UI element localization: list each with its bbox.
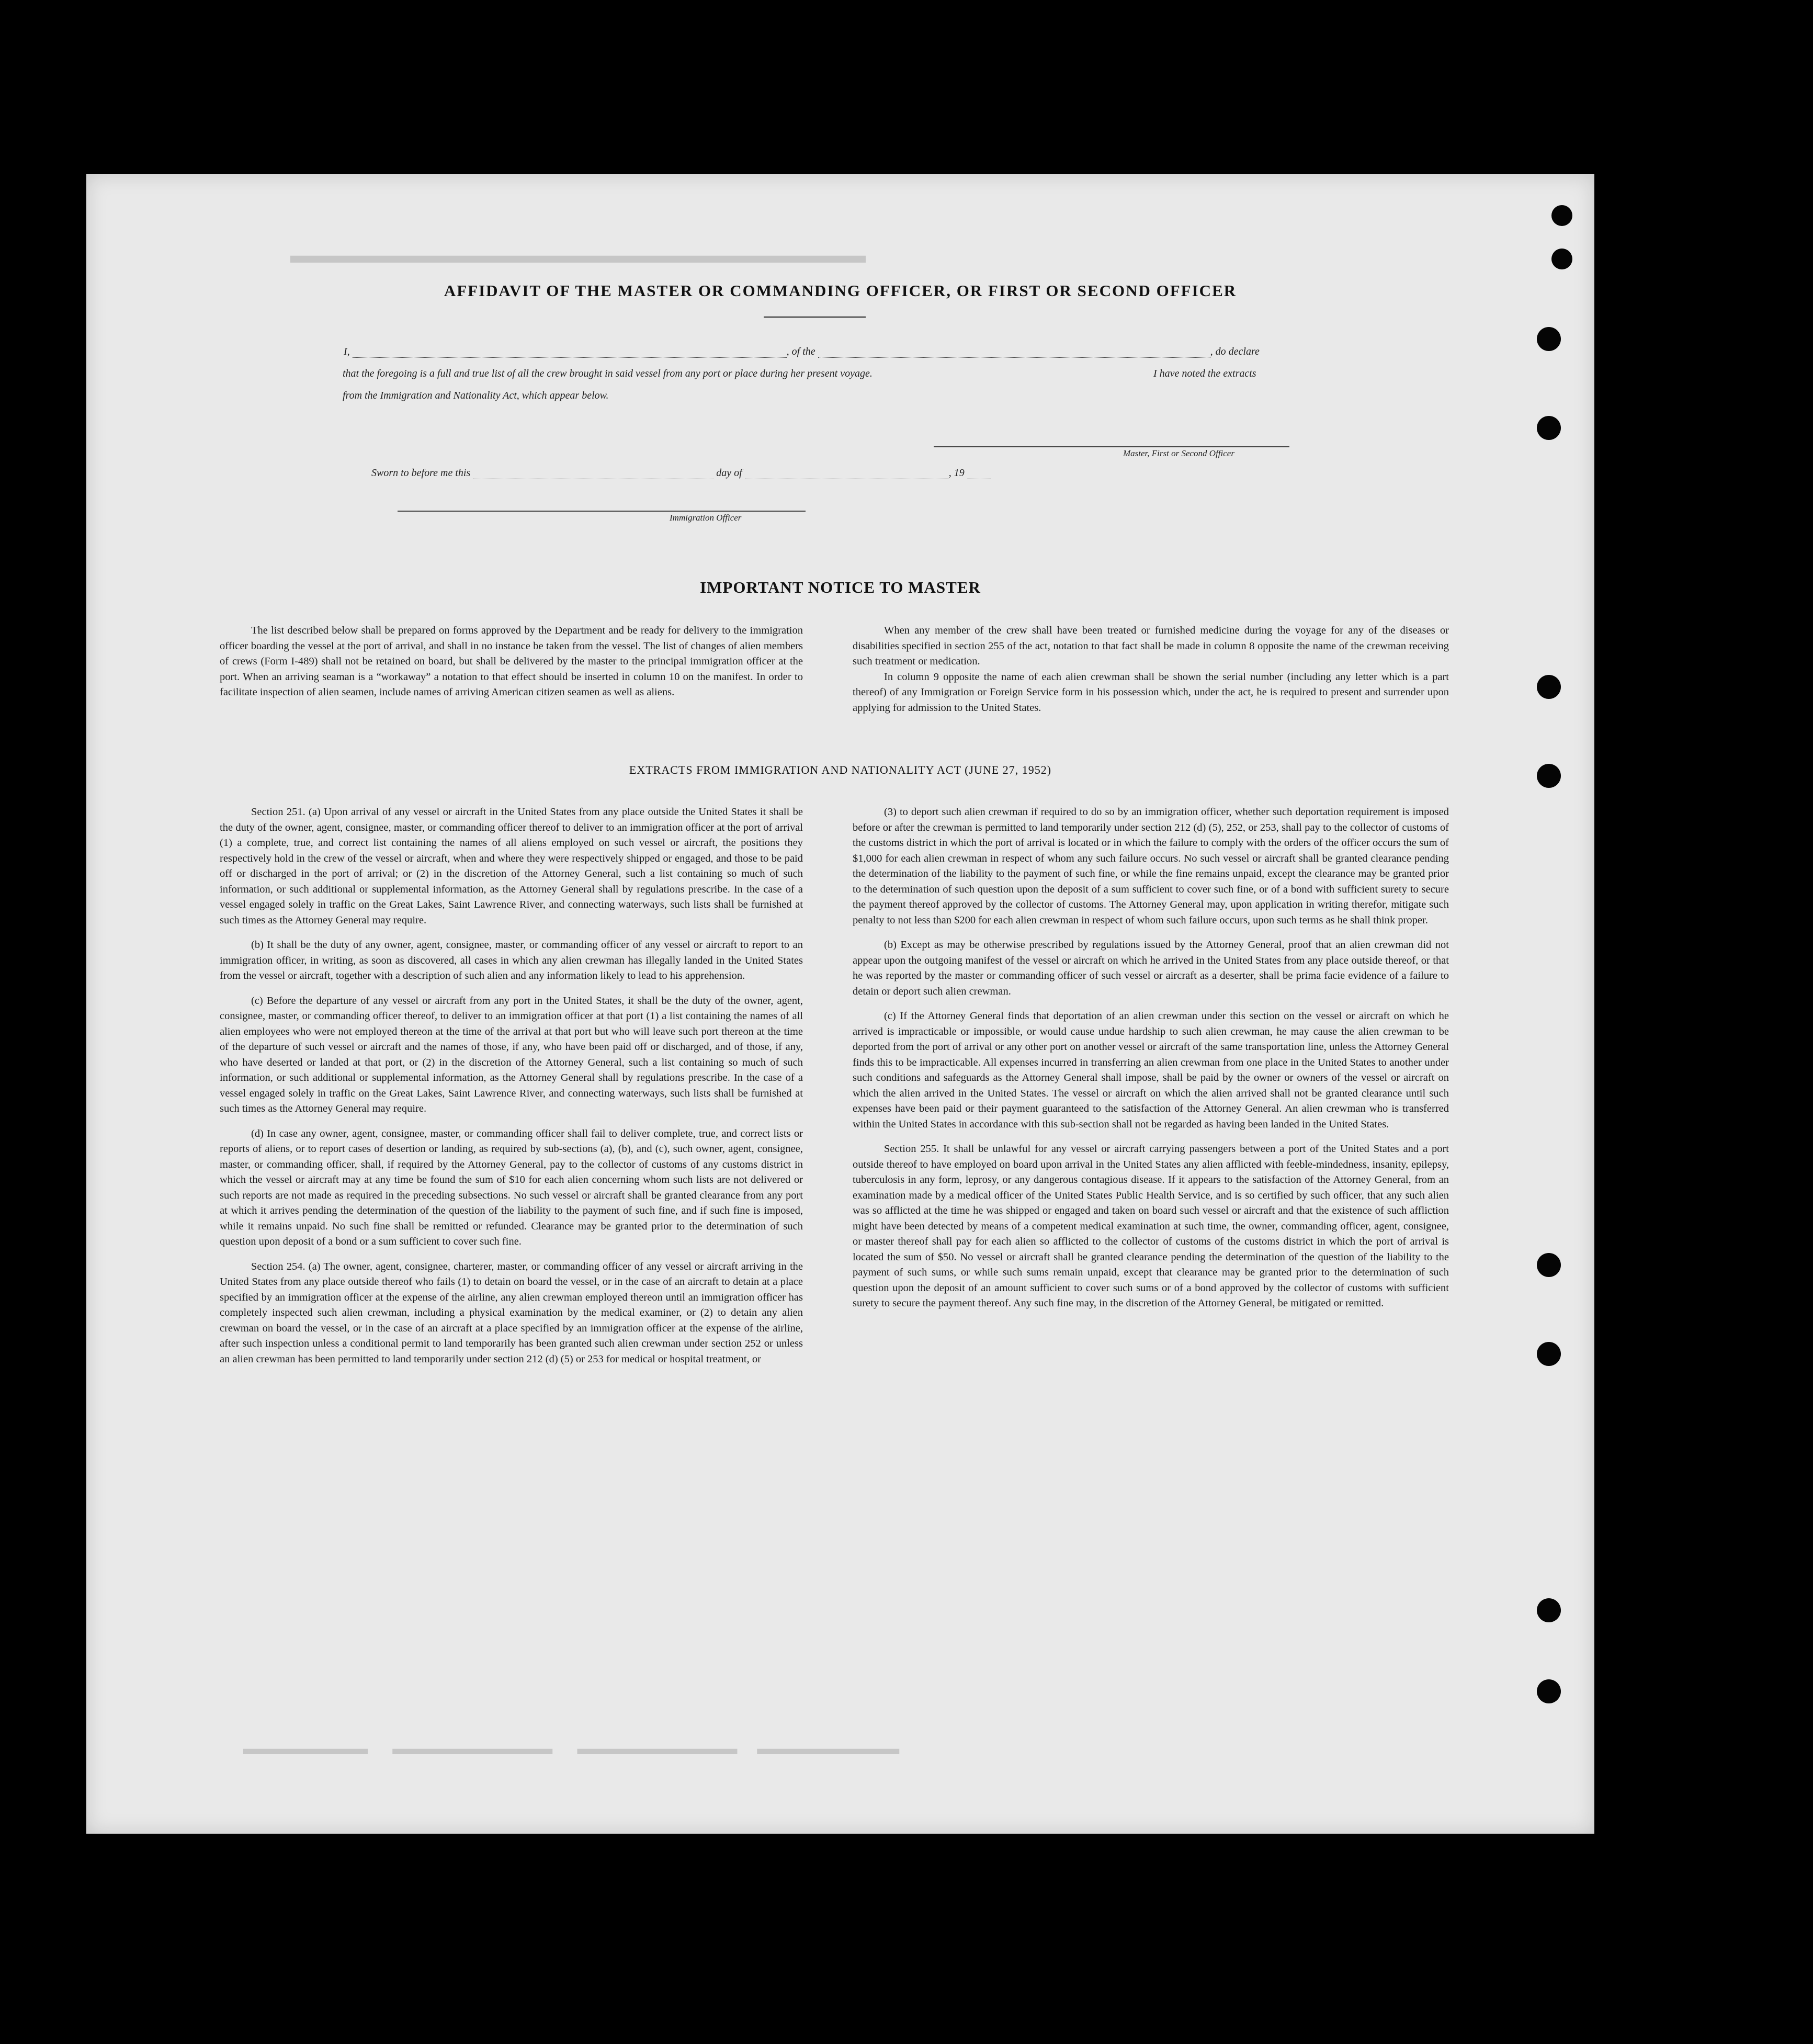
master-signature-line xyxy=(934,446,1289,447)
section-251-c: (c) Before the departure of any vessel or aircraft from any port in the United States, it shall be the duty of the owner, agent, consignee, master, or commanding officer thereof, to deliver to an immigration officer at that port (1) a list containing the names of all alien employees who were not employed thereon at the time of the arrival at that port but who will leave such port thereon at the time of the departure of such vessel or aircraft and the names of those, if any, who have been paid off or discharged, and of those, if any, who have deserted or landed at that port, or (2) in the discretion of the Attorney General, such a list containing so much of such information, or such additional or supplemental information, as the Attorney General shall by regulations prescribe. In the case of a vessel engaged solely in traffic on the Great Lakes, Saint Lawrence River, and connecting waterways, such lists shall be furnished at such times as the Attorney General may require. xyxy=(220,995,803,1114)
declaration-line-2: that the foregoing is a full and true list of all the crew brought in said vessel from any port or place during her present voyage. xyxy=(343,368,872,379)
day-of-label: day of xyxy=(716,467,742,479)
section-251-b: (b) It shall be the duty of any owner, agent, consignee, master, or commanding officer of any vessel or aircraft to report to an immigration officer, in writing, as soon as discovered, all cases in which any alien crewman has illegally landed in the United States from the vessel or aircraft, together with a description of such alien and any information likely to lead to his apprehension. xyxy=(220,939,803,981)
notice-right-column xyxy=(853,623,1449,725)
section-255: Section 255. It shall be unlawful for any vessel or aircraft carrying passengers between a port of the United States and a port outside thereof to have employed on board upon arrival in the United States any alien afflicted with feeble-mindedness, insanity, epilepsy, tuberculosis in any form, leprosy, or any dangerous contagious disease. If it appears to the satisfaction of the Attorney General, from an examination made by a medical officer of the United States Public Health Service, and is so certified by such officer, that any such alien was so afflicted at the time he was shipped or engaged and taken on board such vessel or aircraft and that the existence of such affliction might have been detected by means of a competent medical examination at such time, the owner, commanding officer, agent, consignee, or master thereof shall pay for each alien so afflicted to the collector of customs of the customs district in which the port of arrival is located the sum of $50. No vessel or aircraft shall be granted clearance pending the determination of the question of the liability to the payment of such sums, or while such sums remain unpaid, except that clearance may be granted prior to the determination of such question upon the deposit of an amount sufficient to cover such sums or of a bond approved by the collector of customs with sufficient surety to secure the payment thereof. Any such fine may, in the discretion of the Attorney General, be mitigated or remitted. xyxy=(853,1143,1449,1309)
extracts-left-column xyxy=(220,805,803,1376)
declaration-line-3: from the Immigration and Nationality Act, which appear below. xyxy=(343,390,609,401)
vessel-blank xyxy=(818,348,1210,358)
section-254-a-continued: (3) to deport such alien crewman if required to do so by an immigration officer, whether such deportation requirement is imposed before or after the crewman is permitted to land temporarily under section 212 (d) (5), 252, or 253, shall pay to the collector of customs of the customs district in which the port of arrival is located or in which the failure to comply with the orders of the officer occurs the sum of $1,000 for each alien crewman in respect of whom any such failure occurs. No such vessel or aircraft shall be granted clearance pending the determination of the liability to the payment of such fine, or while the fine remains unpaid, except the clearance may be granted prior to the determination of such question upon the deposit of a sum sufficient to cover such fine, or of a bond with sufficient surety to secure the payment thereof approved by the collector of customs. The Attorney General may, upon application in writing therefor, mitigate such penalty to not less than $200 for each alien crewman in respect of whom such failure occurs, upon such terms as he shall think proper. xyxy=(853,806,1449,926)
binder-hole xyxy=(1537,327,1561,351)
sworn-line xyxy=(371,467,991,479)
year-blank xyxy=(967,469,991,479)
sworn-label: Sworn to before me this xyxy=(371,467,471,479)
name-blank xyxy=(353,348,787,358)
sworn-day-blank xyxy=(473,469,713,479)
affidavit-title: AFFIDAVIT OF THE MASTER OR COMMANDING OFFICER, OR FIRST OR SECOND OFFICER xyxy=(444,281,1237,300)
do-declare-label: , do declare xyxy=(1210,346,1260,357)
section-251-d: (d) In case any owner, agent, consignee, master, or commanding officer shall fail to deliver complete, true, and correct lists or reports of aliens, or to report cases of desertion or landing, as required by sub-sections (a), (b), and (c), such owner, agent, consignee, master, or commanding officer, shall, if required by the Attorney General, pay to the collector of customs of any customs district in which the vessel or aircraft may at any time be found the sum of $10 for each alien concerning whom such lists are not delivered or such reports are not made as required in the preceding subsections. No such vessel or aircraft shall be granted clearance from any port at which it arrives pending the determination of the question of the liability to the payment of such fine, and if such fine is imposed, while it remains unpaid. No such fine shall be remitted or refunded. Clearance may be granted prior to the determination of such question upon deposit of a bond or a sum sufficient to cover such fine. xyxy=(220,1127,803,1247)
binder-hole xyxy=(1537,764,1561,788)
bleed-through-stamps: ▬▬▬▬▬▬▬ ▬▬▬▬▬▬▬▬▬ ▬▬▬▬▬▬▬▬▬ ▬▬▬▬▬▬▬▬ xyxy=(243,1738,900,1758)
officer-signature-label: Immigration Officer xyxy=(670,513,742,523)
notice-left-paragraph: The list described below shall be prepared on forms approved by the Department and be ready for delivery to the immigration officer boarding the vessel at the port of arrival, and shall in no instance be taken from the vessel. The list of changes of alien members of crews (Form I-489) shall not be retained on board, but shall be delivered by the master to the principal immigration officer at the port. When an arriving seaman is a “workaway” a notation to that effect should be inserted in column 10 on the manifest. In order to facilitate inspection of alien seamen, include names of arriving American citizen seamen as well as aliens. xyxy=(220,625,803,698)
section-254-c: (c) If the Attorney General finds that deportation of an alien crewman under this section on the vessel or aircraft on which he arrived is impracticable or impossible, or would cause undue hardship to such alien crewman, he may cause the alien crewman to be deported from the port of arrival or any other port on another vessel or aircraft of the same transportation line, unless the Attorney General finds this to be impracticable. All expenses incurred in transferring an alien crewman from one place in the United States to another under such conditions and safeguards as the Attorney General shall impose, shall be paid by the owner or owners of the vessel or aircraft on which the alien arrived in the United States. The vessel or aircraft on which the alien arrived shall not be granted clearance until such expenses have been paid or their payment guaranteed to the satisfaction of the Attorney General. An alien crewman who is transferred within the United States in accordance with this sub-section shall not be regarded as having been landed in the United States. xyxy=(853,1010,1449,1130)
binder-hole xyxy=(1551,205,1572,226)
binder-hole xyxy=(1537,1598,1561,1622)
binder-hole xyxy=(1537,416,1561,440)
officer-signature-line xyxy=(398,511,806,512)
binder-hole xyxy=(1551,249,1572,269)
title-divider xyxy=(764,317,866,318)
notice-right-paragraph-1: When any member of the crew shall have been treated or furnished medicine during the voyage for any of the diseases or disabilities specified in section 255 of the act, notation to that fact shall be made in column 8 opposite the name of the crewman receiving such treatment or medication. xyxy=(853,625,1449,667)
declaration-line-1 xyxy=(344,346,1260,358)
binder-hole xyxy=(1537,1253,1561,1277)
declaration-line-2-right: I have noted the extracts xyxy=(1153,368,1256,379)
binder-hole xyxy=(1537,1342,1561,1366)
bleed-through-heading: ▬▬▬▬▬▬▬▬▬▬▬▬▬▬▬▬▬▬▬▬▬▬▬▬▬ xyxy=(290,242,866,268)
notice-title: IMPORTANT NOTICE TO MASTER xyxy=(700,578,981,596)
notice-right-paragraph-2: In column 9 opposite the name of each alien crewman shall be shown the serial number (including any letter which is a part thereof) of any Immigration or Foreign Service form in his possession which, under the act, he is required to present and surrender upon applying for admission to the United States. xyxy=(853,671,1449,714)
section-254-b: (b) Except as may be otherwise prescribed by regulations issued by the Attorney General, proof that an alien crewman did not appear upon the outgoing manifest of the vessel or aircraft on which he arrived in the United States from any place outside thereof, or that he was reported by the master or commanding officer of such vessel or aircraft as a deserter, shall be prima facie evidence of a failure to detain or deport such alien crewman. xyxy=(853,939,1449,997)
notice-left-column xyxy=(220,623,803,710)
form-page xyxy=(86,174,1594,1834)
section-251-a: Section 251. (a) Upon arrival of any vessel or aircraft in the United States from any place outside the United States it shall be the duty of the owner, agent, consignee, master, or commanding officer thereof to deliver to an immigration officer at the port of arrival (1) a complete, true, and correct list containing the names of all aliens employed on such vessel or aircraft, the positions they respectively hold in the crew of the vessel or aircraft, when and where they were respectively shipped or engaged, and those to be paid off or discharged in the port of arrival; or (2) in the discretion of the Attorney General, such a list containing so much of such information, or such additional or supplemental information, as the Attorney General shall by regulations prescribe. In the case of a vessel engaged solely in traffic on the Great Lakes, Saint Lawrence River, and connecting waterways, such lists shall be furnished at such times as the Attorney General may require. xyxy=(220,806,803,926)
binder-hole xyxy=(1537,675,1561,699)
month-blank xyxy=(745,469,949,479)
section-254-a: Section 254. (a) The owner, agent, consignee, charterer, master, or commanding officer of any vessel or aircraft arriving in the United States from any place outside thereof who fails (1) to detain on board the vessel, or in the case of an aircraft to detain at a place specified by an immigration officer at the expense of the airline, any alien crewman employed thereon until an immigration officer has completely inspected such alien crewman, including a physical examination by the medical examiner, or (2) to detain any alien crewman on board the vessel, or in the case of an aircraft at a place specified by an immigration officer at the expense of the airline, after such inspection unless a conditional permit to land temporarily has been granted such alien crewman under section 252 or unless an alien crewman has been permitted to land temporarily under section 212 (d) (5) or 253 for medical or hospital treatment, or xyxy=(220,1260,803,1365)
extracts-title: EXTRACTS FROM IMMIGRATION AND NATIONALITY ACT (JUNE 27, 1952) xyxy=(629,763,1052,776)
year-prefix-label: , 19 xyxy=(948,467,965,479)
declaration-i-label: I, xyxy=(344,346,350,357)
master-signature-label: Master, First or Second Officer xyxy=(1123,448,1234,458)
of-the-label: , of the xyxy=(786,346,815,357)
extracts-right-column xyxy=(853,805,1449,1321)
binder-hole xyxy=(1537,1679,1561,1703)
